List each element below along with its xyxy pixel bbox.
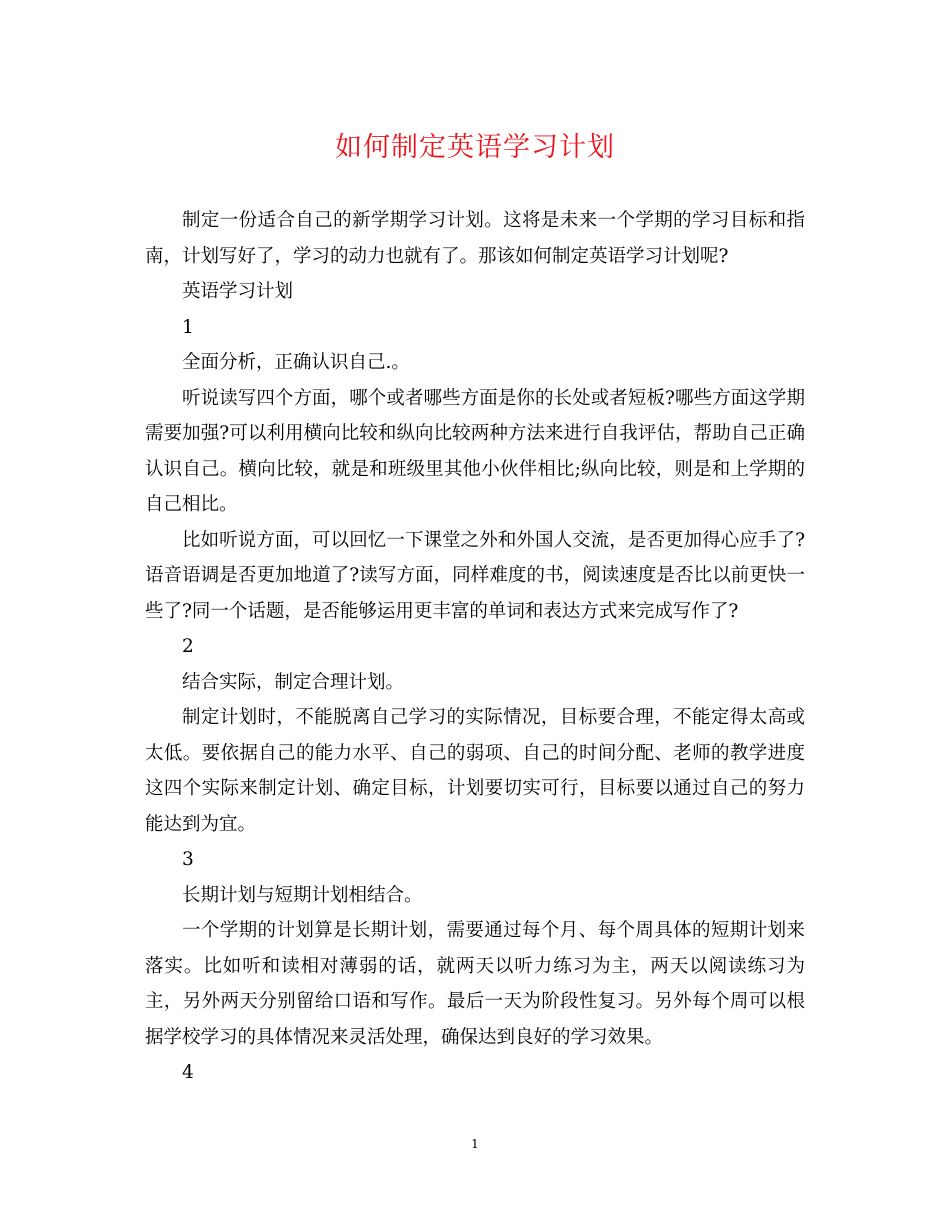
- document-body: [145, 203, 805, 1091]
- section-number-2: 2: [182, 636, 194, 657]
- section-number-3: 3: [182, 849, 194, 870]
- paragraph-section-2: 制定计划时，不能脱离自己学习的实际情况，目标要合理，不能定得太高或太低。要依据自己的能力水平、自己的弱项、自己的时间分配、老师的教学进度这四个实际来制定计划、确定目标，计划要切实可行，目标要以通过自己的努力能达到为宜。: [145, 707, 805, 835]
- paragraph-section-1b: 比如听说方面，可以回忆一下课堂之外和外国人交流，是否更加得心应手了?语音语调是否更加地道了?读写方面，同样难度的书，阅读速度是否比以前更快一些了?同一个话题，是否能够运用更丰富的单词和表达方式来完成写作了?: [145, 529, 805, 622]
- paragraph-subtitle: 英语学习计划: [182, 281, 294, 302]
- paragraph-section-1a: 听说读写四个方面，哪个或者哪些方面是你的长处或者短板?哪些方面这学期需要加强?可以利用横向比较和纵向比较两种方法来进行自我评估，帮助自己正确认识自己。横向比较，就是和班级里其他小伙伴相比;纵向比较，则是和上学期的自己相比。: [145, 387, 805, 515]
- paragraph-section-3: 一个学期的计划算是长期计划，需要通过每个月、每个周具体的短期计划来落实。比如听和读相对薄弱的话，就两天以听力练习为主，两天以阅读练习为主，另外两天分别留给口语和写作。最后一天为阶段性复习。另外每个周可以根据学校学习的具体情况来灵活处理，确保达到良好的学习效果。: [145, 920, 805, 1048]
- page-number: 1: [471, 1137, 479, 1151]
- document-title: 如何制定英语学习计划: [335, 132, 615, 163]
- section-number-1: 1: [182, 316, 194, 338]
- paragraph-intro: 制定一份适合自己的新学期学习计划。这将是未来一个学期的学习目标和指南，计划写好了，学习的动力也就有了。那该如何制定英语学习计划呢?: [145, 210, 805, 267]
- section-heading-2: 结合实际，制定合理计划。: [182, 671, 405, 693]
- section-heading-1: 全面分析，正确认识自己.。: [182, 352, 410, 373]
- section-number-4: 4: [182, 1062, 194, 1083]
- section-heading-3: 长期计划与短期计划相结合。: [182, 884, 423, 906]
